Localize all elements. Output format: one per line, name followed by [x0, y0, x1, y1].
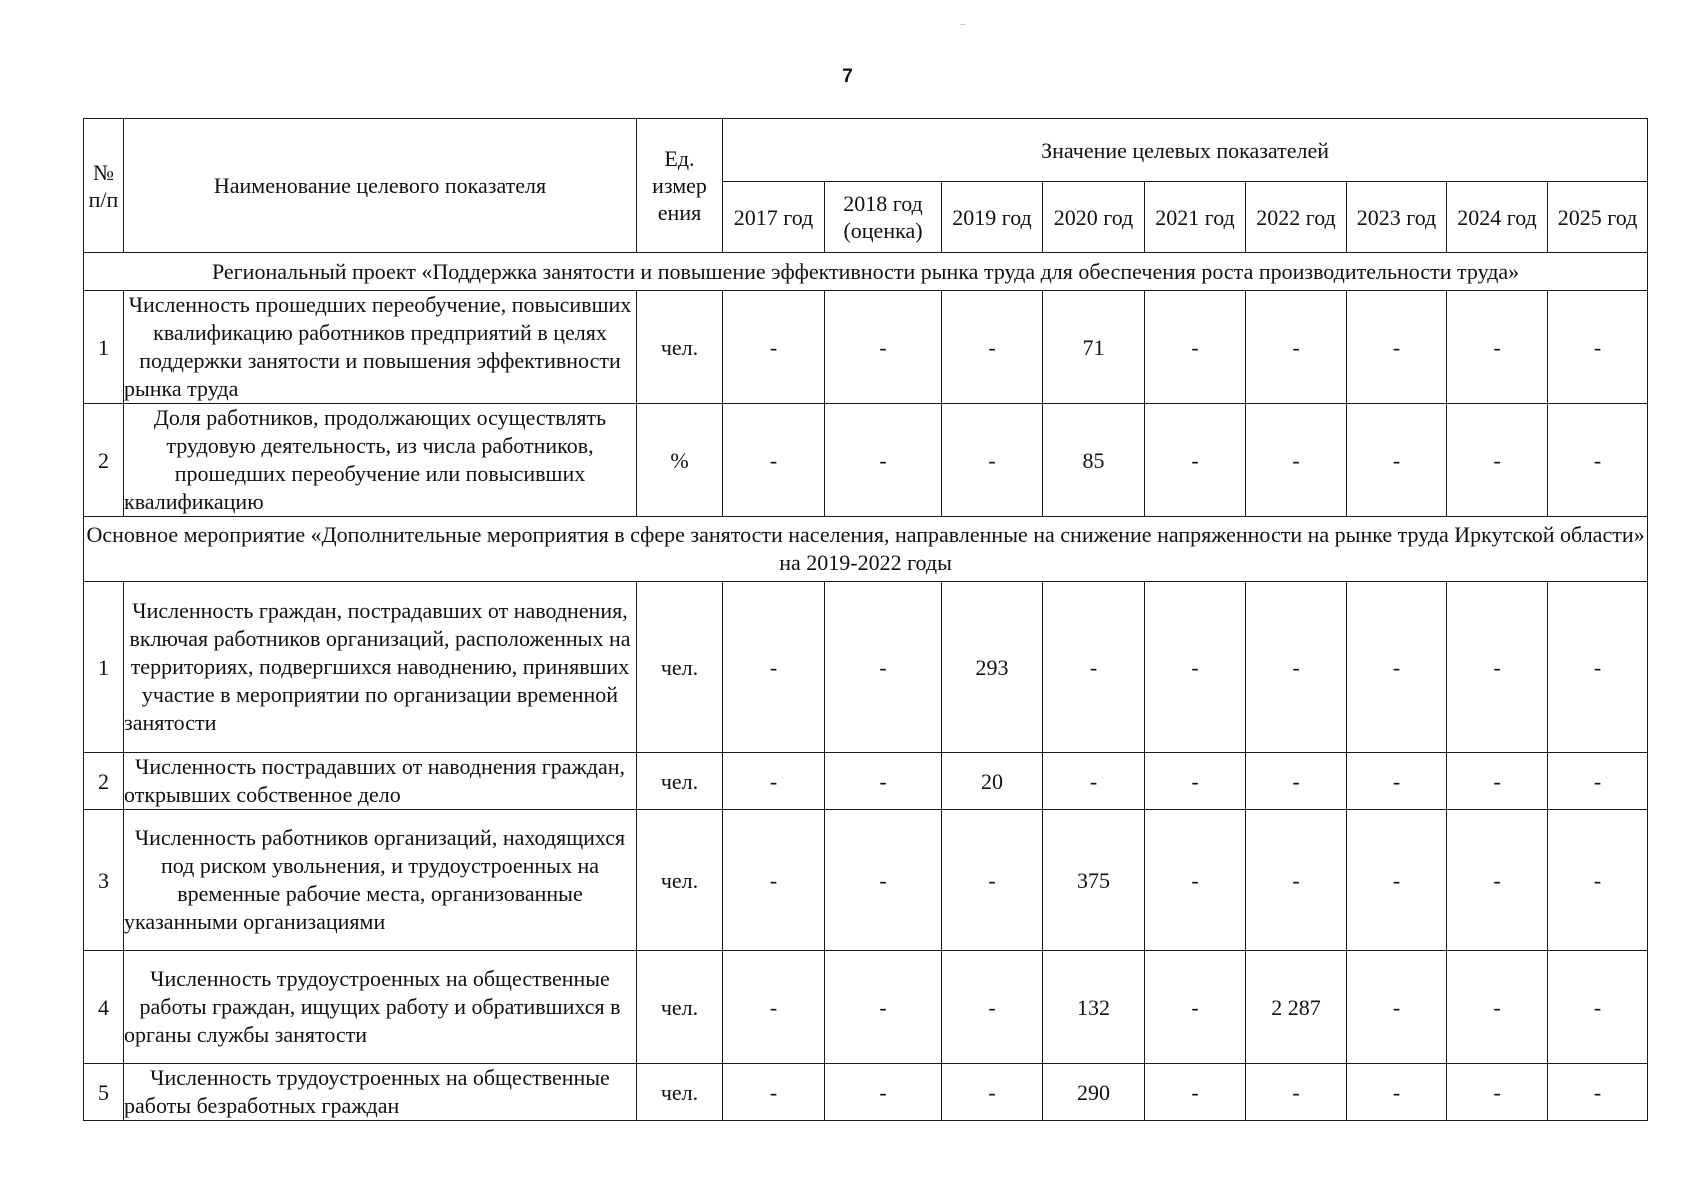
row-value: -: [723, 404, 825, 517]
table-row: [84, 291, 1648, 404]
header-year: 2023 год: [1347, 182, 1447, 253]
row-value: -: [1347, 810, 1447, 951]
row-name: Доля работников, продолжающих осуществлять трудовую деятельность, из числа работников, прошедших переобучение или повысивших квалификацию: [124, 404, 637, 517]
row-value: -: [1246, 291, 1347, 404]
row-value: -: [1043, 582, 1145, 753]
header-row-top: [84, 119, 1648, 182]
row-value: -: [942, 291, 1043, 404]
table-row: [84, 582, 1648, 753]
row-value: -: [825, 951, 942, 1064]
row-value: -: [1347, 753, 1447, 810]
page-number: 7: [842, 66, 853, 87]
header-year: 2020 год: [1043, 182, 1145, 253]
row-value: -: [1548, 1064, 1648, 1121]
row-num: 1: [84, 582, 124, 753]
row-name: Численность работников организаций, находящихся под риском увольнения, и трудоустроенных на временные рабочие места, организованные указанными организациями: [124, 810, 637, 951]
row-unit: чел.: [637, 1064, 723, 1121]
row-value: -: [1447, 951, 1548, 1064]
row-value: -: [1145, 951, 1246, 1064]
row-num: 2: [84, 753, 124, 810]
row-value: -: [1246, 582, 1347, 753]
row-value: -: [942, 951, 1043, 1064]
header-year: 2018 год (оценка): [825, 182, 942, 253]
table-row: [84, 951, 1648, 1064]
section-row: [84, 517, 1648, 582]
row-value: -: [723, 810, 825, 951]
row-name: Численность трудоустроенных на общественные работы безработных граждан: [124, 1064, 637, 1121]
section-title: Основное мероприятие «Дополнительные мероприятия в сфере занятости населения, направленные на снижение напряженности на рынке труда Иркутской области» на 2019-2022 годы: [84, 517, 1648, 582]
row-value: -: [1145, 404, 1246, 517]
row-value: -: [1447, 810, 1548, 951]
row-value: -: [1548, 951, 1648, 1064]
row-value: 132: [1043, 951, 1145, 1064]
row-value: -: [942, 810, 1043, 951]
row-value: -: [1246, 404, 1347, 517]
row-unit: чел.: [637, 291, 723, 404]
row-value: -: [1347, 951, 1447, 1064]
row-name: Численность прошедших переобучение, повысивших квалификацию работников предприятий в целях поддержки занятости и повышения эффективности рынка труда: [124, 291, 637, 404]
row-value: 71: [1043, 291, 1145, 404]
table-row: [84, 404, 1648, 517]
row-value: 20: [942, 753, 1043, 810]
header-values-group: Значение целевых показателей: [723, 119, 1648, 182]
row-value: -: [723, 291, 825, 404]
row-num: 4: [84, 951, 124, 1064]
row-value: -: [1447, 291, 1548, 404]
row-value: 85: [1043, 404, 1145, 517]
row-unit: чел.: [637, 582, 723, 753]
row-value: -: [825, 1064, 942, 1121]
row-value: -: [942, 404, 1043, 517]
table-row: [84, 810, 1648, 951]
row-value: 290: [1043, 1064, 1145, 1121]
row-value: -: [1347, 582, 1447, 753]
row-value: -: [1145, 291, 1246, 404]
row-value: -: [1548, 582, 1648, 753]
row-value: -: [723, 582, 825, 753]
indicators-table: [83, 118, 1648, 1121]
row-value: 2 287: [1246, 951, 1347, 1064]
row-value: -: [723, 951, 825, 1064]
row-value: -: [825, 291, 942, 404]
table-row: [84, 1064, 1648, 1121]
row-value: -: [1145, 1064, 1246, 1121]
row-value: -: [1246, 1064, 1347, 1121]
row-value: -: [1145, 753, 1246, 810]
row-value: -: [825, 404, 942, 517]
table-row: [84, 753, 1648, 810]
row-value: -: [1043, 753, 1145, 810]
row-value: -: [1548, 753, 1648, 810]
row-value: 293: [942, 582, 1043, 753]
row-num: 3: [84, 810, 124, 951]
row-value: -: [1347, 291, 1447, 404]
row-value: -: [825, 810, 942, 951]
row-name: Численность трудоустроенных на общественные работы граждан, ищущих работу и обратившихся в органы службы занятости: [124, 951, 637, 1064]
row-value: -: [1548, 404, 1648, 517]
row-value: -: [1548, 810, 1648, 951]
row-value: -: [1447, 753, 1548, 810]
row-value: -: [1447, 582, 1548, 753]
header-num: № п/п: [84, 119, 124, 253]
section-row: [84, 253, 1648, 291]
row-value: -: [1447, 404, 1548, 517]
row-value: -: [825, 753, 942, 810]
row-value: -: [1347, 1064, 1447, 1121]
row-num: 2: [84, 404, 124, 517]
header-year: 2025 год: [1548, 182, 1648, 253]
row-unit: чел.: [637, 810, 723, 951]
row-num: 1: [84, 291, 124, 404]
header-year: 2019 год: [942, 182, 1043, 253]
row-value: -: [1246, 810, 1347, 951]
row-value: -: [942, 1064, 1043, 1121]
row-value: -: [1447, 1064, 1548, 1121]
header-year: 2017 год: [723, 182, 825, 253]
row-num: 5: [84, 1064, 124, 1121]
row-value: -: [1145, 810, 1246, 951]
row-value: 375: [1043, 810, 1145, 951]
header-year: 2024 год: [1447, 182, 1548, 253]
header-year: 2022 год: [1246, 182, 1347, 253]
row-value: -: [723, 1064, 825, 1121]
row-value: -: [723, 753, 825, 810]
row-value: -: [825, 582, 942, 753]
row-value: -: [1246, 753, 1347, 810]
row-unit: %: [637, 404, 723, 517]
header-unit: Ед. измер ения: [637, 119, 723, 253]
row-value: -: [1548, 291, 1648, 404]
section-title: Региональный проект «Поддержка занятости и повышение эффективности рынка труда для обеспечения роста производительности труда»: [84, 253, 1648, 291]
scan-mark: [960, 24, 966, 25]
row-unit: чел.: [637, 753, 723, 810]
row-value: -: [1145, 582, 1246, 753]
header-name: Наименование целевого показателя: [124, 119, 637, 253]
row-name: Численность граждан, пострадавших от наводнения, включая работников организаций, расположенных на территориях, подвергшихся наводнению, принявших участие в мероприятии по организации временной занятости: [124, 582, 637, 753]
header-year: 2021 год: [1145, 182, 1246, 253]
row-value: -: [1347, 404, 1447, 517]
row-unit: чел.: [637, 951, 723, 1064]
row-name: Численность пострадавших от наводнения граждан, открывших собственное дело: [124, 753, 637, 810]
